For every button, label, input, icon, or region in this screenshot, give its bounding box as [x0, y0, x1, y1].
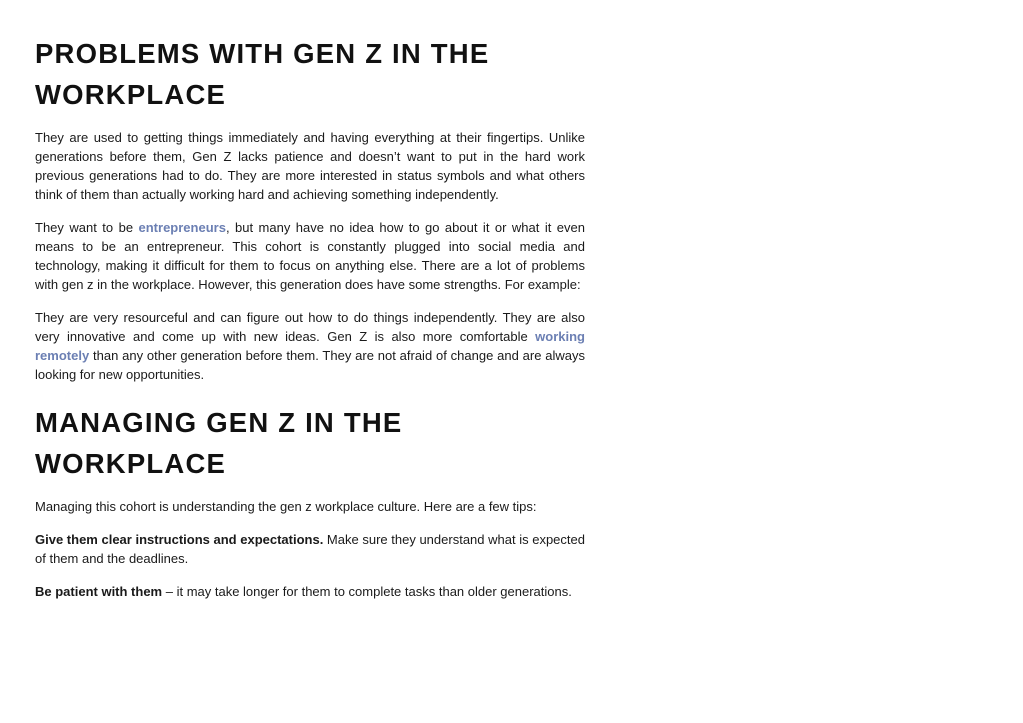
entrepreneurs-link[interactable]: entrepreneurs: [138, 220, 226, 235]
paragraph-intro: Managing this cohort is understanding the gen z workplace culture. Here are a few tips:: [35, 499, 537, 514]
heading-problems: [35, 33, 585, 115]
paragraph-3-after: than any other generation before them. They are not afraid of change and are always looking for new opportunities.: [35, 348, 585, 382]
tip-2-bold: Be patient with them: [35, 584, 163, 599]
heading-problems-line2: WORKPLACE: [35, 79, 227, 110]
paragraph-3: [35, 308, 585, 384]
tip-1-text: Make sure they understand what is expected of them and the deadlines.: [35, 532, 585, 566]
heading-managing-line1: MANAGING GEN Z IN THE: [35, 407, 403, 438]
article: [35, 33, 585, 615]
tip-1: [35, 530, 585, 568]
heading-managing: [35, 402, 585, 484]
heading-managing-line2: WORKPLACE: [35, 448, 227, 479]
paragraph-2-before: They want to be: [35, 220, 139, 235]
paragraph-3-before: They are very resourceful and can figure out how to do things independently. They are also very innovative and come up with new ideas. Gen Z is also more comfortable: [35, 310, 585, 344]
heading-problems-line1: PROBLEMS WITH GEN Z IN THE: [35, 38, 490, 69]
paragraph-2: [35, 218, 585, 294]
tip-2: [35, 582, 585, 601]
tip-2-text: – it may take longer for them to complete tasks than older generations.: [162, 584, 572, 599]
paragraph-2-after: , but many have no idea how to go about it or what it even means to be an entrepreneur. This cohort is constantly plugged into social media and technology, making it difficult for them to focus on anything else. There are a lot of problems with gen z in the workplace. However, this generation does have some strengths. For example:: [35, 220, 585, 292]
working-remotely-link[interactable]: working remotely: [35, 329, 585, 363]
paragraph-1: They are used to getting things immediately and having everything at their fingertips. Unlike generations before them, Gen Z lacks patience and doesn’t want to put in the hard work previous generations had to do. They are more interested in status symbols and what others think of them than actually working hard and achieving something independently.: [35, 130, 585, 202]
tip-1-bold: Give them clear instructions and expectations.: [35, 532, 324, 547]
